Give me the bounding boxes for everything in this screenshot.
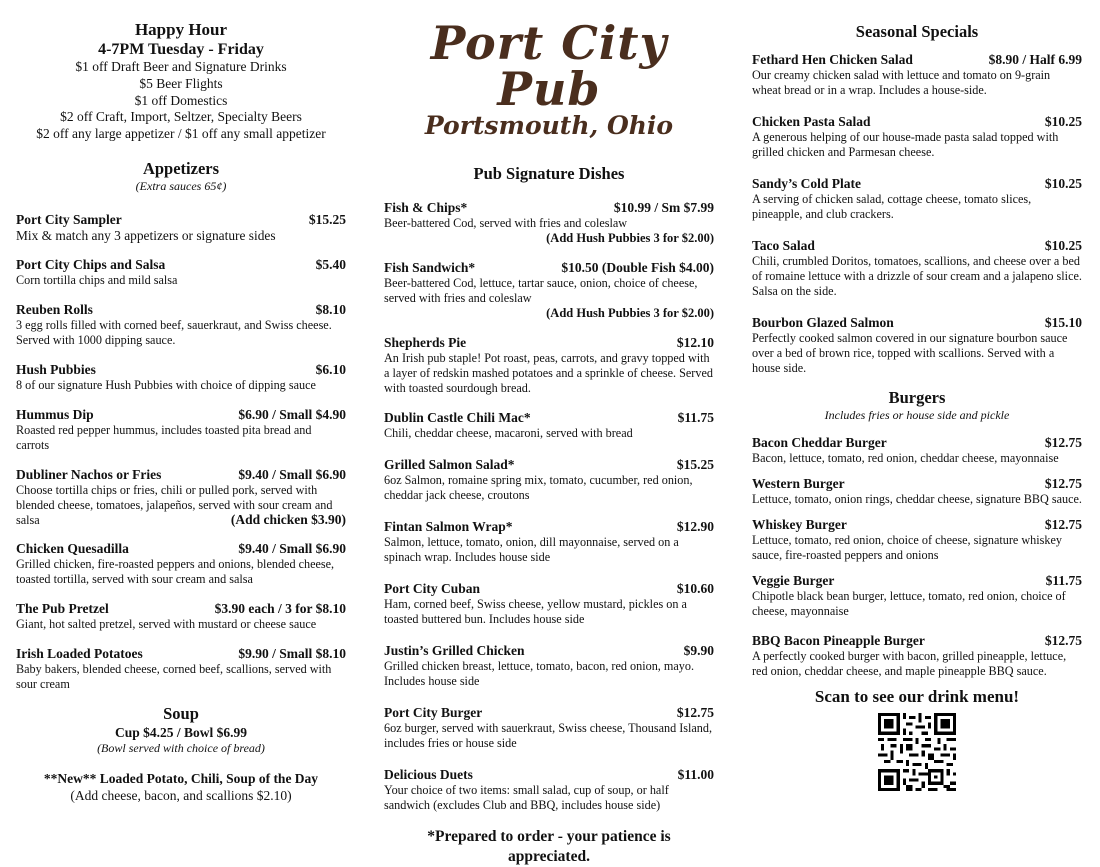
item-name: Hush Pubbies [16,361,96,377]
item-price: $9.90 / Small $8.10 [238,645,346,661]
menu-item [16,257,346,288]
left-column [16,0,346,804]
menu-item [16,302,346,348]
item-price: $8.10 [315,301,346,317]
menu-item [16,212,346,243]
menu-item [752,435,1082,466]
menu-item [384,705,714,751]
seasonal-title: Seasonal Specials [855,22,979,41]
menu-item [384,260,714,321]
item-price: $11.75 [1045,573,1082,588]
item-name: Grilled Salmon Salad* [384,457,515,472]
item-price: $5.40 [315,256,346,272]
happy-hour-deal: $5 Beer Flights [139,75,223,91]
burgers-note: Includes fries or house side and pickle [824,408,1010,422]
scan-drink-menu-label: Scan to see our drink menu! [814,687,1020,706]
menu-item [384,643,714,689]
item-name: Port City Sampler [16,211,122,227]
item-name: BBQ Bacon Pineapple Burger [752,633,925,648]
item-price: $9.40 / Small $6.90 [238,466,346,482]
menu-item [384,200,714,246]
item-extra: (Add chicken $3.90) [230,511,346,527]
item-price: $15.25 [308,211,346,227]
item-price: $3.90 each / 3 for $8.10 [214,600,346,616]
item-desc: A perfectly cooked burger with bacon, grilled pineapple, lettuce, red onion, cheddar cheese, and maple pineapple BBQ sauce. [752,649,1067,678]
middle-column [384,0,714,867]
menu-item [752,476,1082,507]
pub-name-title: Port City Pub [430,16,668,116]
menu-item [16,541,346,587]
menu-item [752,633,1082,679]
item-desc: Our creamy chicken salad with lettuce and tomato on 9-grain wheat bread or in a wrap. Includes a house-side. [752,68,1051,97]
soup-section [16,704,346,804]
item-price: $12.75 [1044,476,1082,491]
item-desc: Mix & match any 3 appetizers or signature sides [16,227,276,243]
menu-item [16,407,346,453]
item-desc: Your choice of two items: small salad, cup of soup, or half sandwich (excludes Club and BBQ, includes house side) [384,783,669,812]
menu-item [752,315,1082,376]
menu-item [752,52,1082,98]
item-name: Dublin Castle Chili Mac* [384,410,531,425]
item-name: Chicken Pasta Salad [752,114,871,129]
item-name: Hummus Dip [16,406,94,422]
item-price: $12.75 [1044,633,1082,648]
item-name: Port City Cuban [384,581,481,596]
item-price: $8.90 / Half 6.99 [988,52,1082,67]
happy-hour-title: Happy Hour [134,20,228,39]
item-desc: 6oz Salmon, romaine spring mix, tomato, cucumber, red onion, cheddar jack cheese, croutons [384,473,693,502]
item-desc: Lettuce, tomato, onion rings, cheddar cheese, signature BBQ sauce. [752,492,1082,506]
menu-item [384,767,714,813]
menu-item [16,646,346,692]
item-extra: (Add Hush Pubbies 3 for $2.00) [546,306,714,320]
item-name: Justin’s Grilled Chicken [384,643,525,658]
item-price: $15.10 [1044,315,1082,330]
item-price: $9.40 / Small $6.90 [238,540,346,556]
item-price: $9.90 [683,643,714,658]
item-desc: 3 egg rolls filled with corned beef, sauerkraut, and Swiss cheese. Served with 1000 dipping sauce. [16,317,332,347]
item-name: Shepherds Pie [384,335,467,350]
soup-note: (Bowl served with choice of bread) [97,740,265,755]
item-name: Fish & Chips* [384,200,468,215]
menu-item [384,581,714,627]
item-desc: Chili, cheddar cheese, macaroni, served with bread [384,426,633,440]
happy-hour-time: 4-7PM Tuesday - Friday [98,41,264,58]
item-price: $6.10 [315,361,346,377]
happy-hour-deal: $1 off Domestics [134,92,228,108]
item-desc: Lettuce, tomato, red onion, choice of cheese, signature whiskey sauce, fire-roasted peppers and onions [752,533,1062,562]
item-name: Fethard Hen Chicken Salad [752,52,913,67]
prepared-note: *Prepared to order - your patience is appreciated. [427,828,671,865]
item-desc: Roasted red pepper hummus, includes toasted pita bread and carrots [16,422,312,452]
item-desc: 6oz burger, served with sauerkraut, Swiss cheese, Thousand Island, includes fries or house side [384,721,713,750]
right-column [752,0,1082,791]
item-price: $10.25 [1044,238,1082,253]
item-desc: Ham, corned beef, Swiss cheese, yellow mustard, pickles on a toasted buttered bun. Includes house side [384,597,687,626]
item-desc: Chili, crumbled Doritos, tomatoes, scallions, and cheese over a bed of romaine lettuce with a drizzle of sour cream and a jalapeno slice. Salsa on the side. [752,254,1082,298]
menu-item [16,467,346,527]
item-name: Delicious Duets [384,767,473,782]
signature-title: Pub Signature Dishes [473,164,625,183]
appetizers-note: (Extra sauces 65¢) [135,178,227,193]
item-desc: An Irish pub staple! Pot roast, peas, carrots, and gravy topped with a layer of redskin mashed potatoes and a sprinkle of cheese. Served with toasted sourdough bread. [384,351,713,395]
item-name: Fish Sandwich* [384,260,476,275]
menu-item [384,335,714,396]
menu-item [16,601,346,632]
item-name: Bourbon Glazed Salmon [752,315,894,330]
appetizers-title: Appetizers [142,158,220,178]
item-name: Fintan Salmon Wrap* [384,519,513,534]
item-desc: Baby bakers, blended cheese, corned beef, scallions, served with sour cream [16,661,332,691]
item-price: $15.25 [676,457,714,472]
happy-hour-deal: $2 off any large appetizer / $1 off any small appetizer [36,126,326,142]
item-price: $12.90 [676,519,714,534]
item-desc: Salmon, lettuce, tomato, onion, dill mayonnaise, served on a spinach wrap. Includes house side [384,535,679,564]
item-name: Irish Loaded Potatoes [16,645,143,661]
menu-item [752,517,1082,563]
item-price: $10.25 [1044,176,1082,191]
item-price: $11.75 [677,410,714,425]
happy-hour-deal: $2 off Craft, Import, Seltzer, Specialty Beers [60,109,302,125]
menu-item [16,362,346,393]
qr-code-icon[interactable] [878,713,956,791]
menu-item [752,238,1082,299]
item-name: Reuben Rolls [16,301,93,317]
item-name: Sandy’s Cold Plate [752,176,862,191]
item-price: $12.75 [1044,517,1082,532]
item-price: $10.60 [676,581,714,596]
soup-price: Cup $4.25 / Bowl $6.99 [114,724,248,740]
item-desc: Giant, hot salted pretzel, served with mustard or cheese sauce [16,616,317,631]
menu-item [384,519,714,565]
item-name: Port City Burger [384,705,483,720]
soup-new-item: **New** Loaded Potato, Chili, Soup of the Day [43,770,319,786]
item-name: Dubliner Nachos or Fries [16,466,162,482]
item-price: $12.75 [1044,435,1082,450]
soup-title: Soup [163,703,199,723]
item-desc: Grilled chicken breast, lettuce, tomato, bacon, red onion, mayo. Includes house side [384,659,695,688]
soup-new-extra: (Add cheese, bacon, and scallions $2.10) [70,787,292,803]
item-price: $6.90 / Small $4.90 [238,406,346,422]
item-price: $10.25 [1044,114,1082,129]
item-name: The Pub Pretzel [16,600,109,616]
item-price: $10.99 / Sm $7.99 [613,200,714,215]
menu-item [752,114,1082,160]
menu-item [384,457,714,503]
item-desc: A generous helping of our house-made pasta salad topped with grilled chicken and Parmesan cheese. [752,130,1059,159]
item-price: $12.75 [676,705,714,720]
item-desc: Perfectly cooked salmon covered in our signature bourbon sauce over a bed of brown rice, topped with scallions. Served with a house side. [752,331,1068,375]
item-desc: 8 of our signature Hush Pubbies with choice of dipping sauce [16,377,316,392]
happy-hour-section [16,20,346,143]
item-name: Western Burger [752,476,845,491]
item-name: Bacon Cheddar Burger [752,435,887,450]
pub-location: Portsmouth, Ohio [424,111,674,140]
burgers-title: Burgers [888,388,946,407]
item-price: $10.50 (Double Fish $4.00) [561,260,714,275]
item-desc: Beer-battered Cod, served with fries and coleslaw [384,216,628,230]
item-desc: Choose tortilla chips or fries, chili or pulled pork, served with blended cheese, tomatoes, jalapeños, served with sour cream and salsa [16,482,333,527]
item-desc: Corn tortilla chips and mild salsa [16,272,178,287]
appetizers-section [16,159,346,692]
happy-hour-deal: $1 off Draft Beer and Signature Drinks [75,59,287,74]
menu-item [752,573,1082,619]
menu-item [752,176,1082,222]
menu-item [384,410,714,441]
item-extra: (Add Hush Pubbies 3 for $2.00) [546,231,714,245]
item-price: $12.10 [676,335,714,350]
item-desc: Beer-battered Cod, lettuce, tartar sauce, onion, choice of cheese, served with fries and coleslaw [384,276,698,305]
item-name: Taco Salad [752,238,815,253]
item-name: Port City Chips and Salsa [16,256,166,272]
item-price: $11.00 [677,767,714,782]
item-name: Chicken Quesadilla [16,540,129,556]
item-desc: Grilled chicken, fire-roasted peppers and onions, blended cheese, toasted tortilla, served with sour cream and salsa [16,556,335,586]
item-desc: Chipotle black bean burger, lettuce, tomato, red onion, choice of cheese, mayonnaise [752,589,1066,618]
item-desc: A serving of chicken salad, cottage cheese, tomato slices, pineapple, and club crackers. [752,192,1032,221]
item-name: Veggie Burger [752,573,835,588]
item-name: Whiskey Burger [752,517,847,532]
item-desc: Bacon, lettuce, tomato, red onion, cheddar cheese, mayonnaise [752,451,1059,465]
